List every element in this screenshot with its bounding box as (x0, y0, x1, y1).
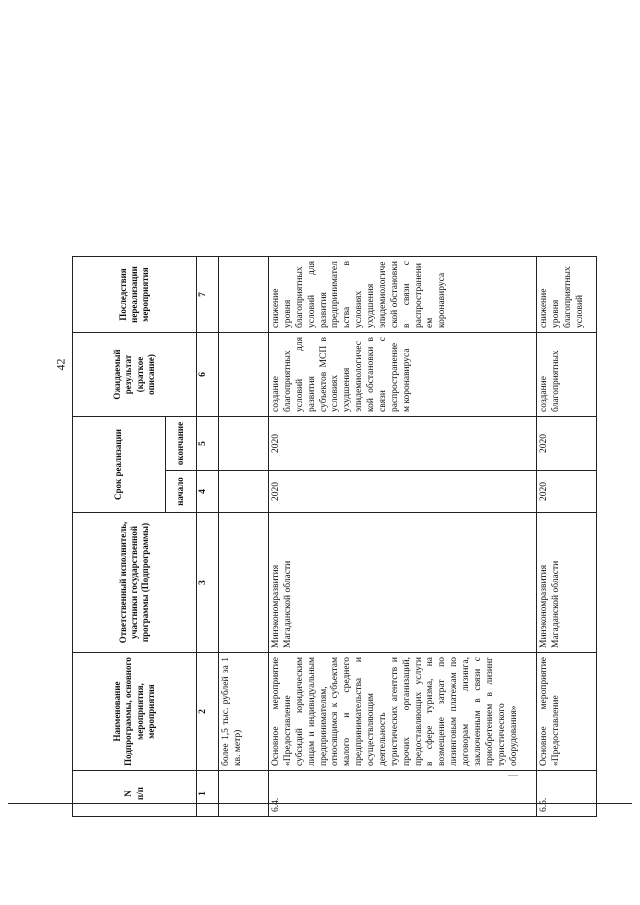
cell-name: Основное мероприятие «Предоставление (537, 653, 597, 771)
cell-result (219, 333, 269, 417)
cell-start: 2020 (269, 471, 537, 513)
page-number: 42 (53, 358, 68, 371)
header-num: N п/п (73, 771, 197, 817)
cell-num: 6.4. (269, 771, 537, 817)
cell-start: 2020 (537, 471, 597, 513)
rotated-table-page (72, 40, 632, 817)
header-consequences: Последствия нереализации мероприятия (73, 257, 197, 333)
header-result: Ожидаемый результат (краткое описание) (73, 333, 197, 417)
column-number: 2 (197, 653, 219, 771)
cell-end (219, 417, 269, 471)
cell-end: 2020 (269, 417, 537, 471)
header-end: окончание (166, 417, 197, 471)
header-term: Срок реализации (73, 417, 166, 513)
header-executor: Ответственный исполнитель, участники государственной программы (Подпрограммы) (73, 513, 197, 653)
column-number: 6 (197, 333, 219, 417)
cell-executor: Минэкономразвития Магаданской области (269, 513, 537, 653)
column-number: 5 (197, 417, 219, 471)
cell-num (219, 771, 269, 817)
cell-executor: Минэкономразвития Магаданской области (537, 513, 597, 653)
scan-mark (508, 775, 518, 776)
column-number: 4 (197, 471, 219, 513)
table-row (269, 257, 537, 817)
cell-name: Основное мероприятие «Предоставление субсидий юридическим лицам и индивидуальным предпринимателям, относящимся к субъектам малого и среднего предпринимательства и осуществляющим деятельность туристических агентств и прочих организаций, предоставляющих услуги в сфере туризма, на возмещение затрат по лизинговым платежам по договорам лизинга, заключенным в связи с приобретением в лизинг туристического оборудования» (269, 653, 537, 771)
cell-start (219, 471, 269, 513)
header-name: Наименование Подпрограммы, основного мероприятия, мероприятия (73, 653, 197, 771)
header-start: начало (166, 471, 197, 513)
column-number: 1 (197, 771, 219, 817)
cell-end: 2020 (537, 417, 597, 471)
cell-num: 6.5. (537, 771, 597, 817)
cell-consequences: снижение уровня благоприятных условий (537, 257, 597, 333)
cell-result: создание благоприятных условий для развития субъектов МСП в условиях ухудшения эпидемиологической обстановки в связи с распространением коронавируса (269, 333, 537, 417)
column-number: 7 (197, 257, 219, 333)
cell-consequences: снижение уровня благоприятных условий для развития предпринимательства в условиях ухудшения эпидемиологической обстановки в связи с распространением коронавируса (269, 257, 537, 333)
column-number: 3 (197, 513, 219, 653)
cell-result: создание благоприятных (537, 333, 597, 417)
column-number-row (197, 257, 219, 817)
cell-consequences (219, 257, 269, 333)
table-header-row (73, 257, 166, 817)
page-divider-line (8, 803, 632, 804)
cell-name: более 1,5 тыс. рублей за 1 кв. метр) (219, 653, 269, 771)
cell-executor (219, 513, 269, 653)
program-table (72, 256, 597, 817)
table-row (537, 257, 597, 817)
table-row-continuation (219, 257, 269, 817)
